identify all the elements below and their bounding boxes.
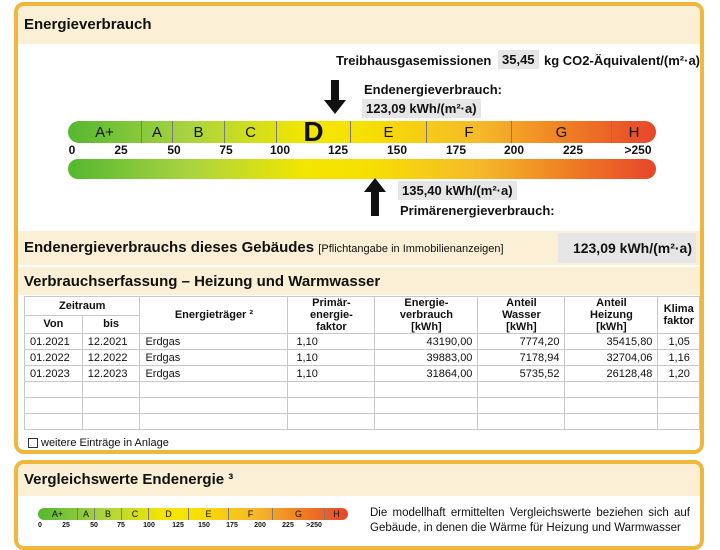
comparison-panel: [14, 460, 704, 550]
class-c: C: [122, 508, 149, 520]
building-energy-note: [Pflichtangabe in Immobilienanzeigen]: [318, 243, 504, 255]
header-klimafaktor: Klima faktor: [658, 297, 700, 334]
emissions-value: 35,45: [498, 50, 539, 69]
class-a: A: [142, 121, 173, 143]
cell-from: 01.2023: [25, 366, 83, 382]
tick: >250: [624, 143, 652, 157]
class-f: F: [427, 121, 512, 143]
class-h: H: [628, 123, 640, 141]
class-b: B: [173, 121, 225, 143]
table-row: [25, 350, 700, 366]
cell-factor: 1,10: [288, 334, 375, 350]
cell-energy: 43190,00: [375, 334, 478, 350]
tick: 200: [254, 522, 266, 529]
class-e: E: [351, 121, 427, 143]
energy-scale-bar: [68, 121, 656, 143]
cell-from: 01.2022: [25, 350, 83, 366]
tick: 0: [38, 522, 42, 529]
class-a-plus: A+: [68, 121, 142, 143]
end-energy-label: Endenergieverbrauch:: [364, 82, 502, 97]
tick: 225: [562, 143, 584, 157]
comparison-description: Die modellhaft ermittelten Vergleichswerte beziehen sich auf Gebäude, in denen die Wärme für Heizung und Warmwasser: [370, 507, 690, 534]
tick: 50: [90, 522, 98, 529]
consumption-table: [24, 296, 700, 430]
class-g: G: [273, 508, 325, 520]
cell-climate: 1,05: [658, 334, 700, 350]
header-energietraeger: Energieträger ²: [140, 297, 288, 334]
end-energy-value: 123,09 kWh/(m²·a): [362, 99, 481, 118]
header-von: Von: [25, 315, 83, 334]
class-d-highlighted: D: [277, 121, 351, 143]
header-energieverbrauch: Energie- verbrauch [kWh]: [375, 297, 478, 334]
cell-to: 12.2023: [82, 366, 140, 382]
class-a-plus: A+: [38, 508, 78, 520]
further-entries-label: weitere Einträge in Anlage: [41, 437, 169, 449]
tick: 75: [117, 522, 125, 529]
cell-carrier: Erdgas: [140, 334, 288, 350]
building-energy-value: 123,09 kWh/(m²·a): [558, 233, 696, 263]
cell-water: 7178,94: [478, 350, 565, 366]
tick: 150: [198, 522, 210, 529]
tick: 100: [143, 522, 155, 529]
cell-heating: 26128,48: [565, 366, 658, 382]
cell-carrier: Erdgas: [140, 350, 288, 366]
cell-climate: 1,16: [658, 350, 700, 366]
cell-climate: 1,20: [658, 366, 700, 382]
class-g: G: [512, 121, 612, 143]
further-entries-checkbox[interactable]: [28, 437, 169, 449]
tick: 175: [445, 143, 467, 157]
header-anteil-wasser: Anteil Wasser [kWh]: [478, 297, 565, 334]
tick: 175: [226, 522, 238, 529]
class-a: A: [78, 508, 95, 520]
cell-heating: 32704,06: [565, 350, 658, 366]
cell-from: 01.2021: [25, 334, 83, 350]
tick: 25: [62, 522, 70, 529]
primary-energy-label: Primärenergieverbrauch:: [400, 203, 555, 218]
tick: >250: [306, 522, 322, 529]
cell-to: 12.2022: [82, 350, 140, 366]
cell-factor: 1,10: [288, 350, 375, 366]
class-f: F: [229, 508, 273, 520]
empty-row: [25, 414, 700, 430]
emissions-unit: kg CO2-Äquivalent/(m²·a): [544, 53, 701, 68]
cell-heating: 35415,80: [565, 334, 658, 350]
checkbox-icon[interactable]: [28, 438, 38, 448]
tick: 125: [172, 522, 184, 529]
primary-energy-scale-bar: [68, 159, 656, 179]
class-b: B: [95, 508, 122, 520]
empty-row: [25, 398, 700, 414]
cell-factor: 1,10: [288, 366, 375, 382]
class-h: H: [333, 509, 340, 519]
empty-row: [25, 382, 700, 398]
tick: 0: [68, 143, 76, 157]
tick: 125: [327, 143, 349, 157]
class-e: E: [189, 508, 229, 520]
tick: 50: [167, 143, 181, 157]
cell-to: 12.2021: [82, 334, 140, 350]
energy-certificate-panel: [14, 2, 704, 454]
cell-water: 7774,20: [478, 334, 565, 350]
table-row: [25, 366, 700, 382]
class-c: C: [225, 121, 277, 143]
header-bis: bis: [82, 315, 140, 334]
header-primaerenergiefaktor: Primär- energie- faktor: [288, 297, 375, 334]
tick: 100: [269, 143, 291, 157]
section-title-vergleichswerte: Vergleichswerte Endenergie ³: [18, 464, 700, 496]
tick: 25: [114, 143, 128, 157]
comparison-ticks: [18, 522, 378, 534]
primary-energy-value: 135,40 kWh/(m²·a): [398, 181, 517, 200]
section-title-energieverbrauch: Energieverbrauch: [18, 6, 700, 44]
tick: 225: [282, 522, 294, 529]
tick: 200: [503, 143, 525, 157]
tick: 75: [219, 143, 233, 157]
tick: 150: [386, 143, 408, 157]
cell-energy: 39883,00: [375, 350, 478, 366]
cell-water: 5735,52: [478, 366, 565, 382]
cell-carrier: Erdgas: [140, 366, 288, 382]
emissions-label: Treibhausgasemissionen: [336, 53, 492, 68]
class-d: D: [149, 508, 189, 520]
building-energy-title: Endenergieverbrauchs dieses Gebäudes: [24, 239, 315, 256]
header-zeitraum: Zeitraum: [25, 297, 140, 316]
comparison-scale-bar: [38, 508, 348, 520]
table-row: [25, 334, 700, 350]
section-title-verbrauchserfassung: Verbrauchserfassung – Heizung und Warmwasser: [18, 267, 700, 295]
header-anteil-heizung: Anteil Heizung [kWh]: [565, 297, 658, 334]
scale-ticks: [18, 143, 700, 159]
cell-energy: 31864,00: [375, 366, 478, 382]
